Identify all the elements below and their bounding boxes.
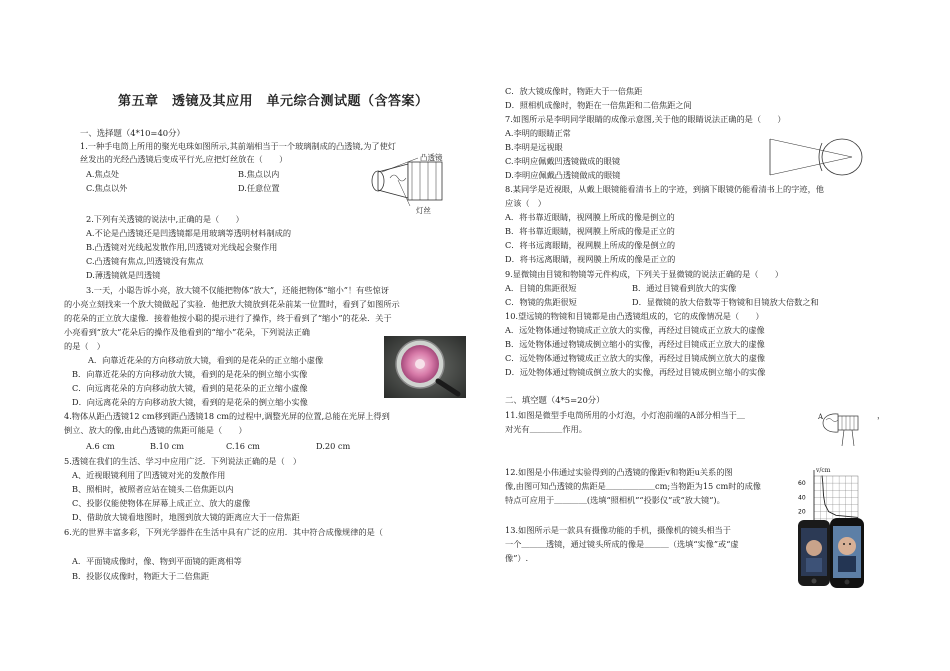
q1-stem-line1: 1.一种手电筒上所用的聚光电珠如图所示,其前端相当于一个玻璃制成的凸透镜,为了使灯 — [80, 141, 396, 151]
q1-figure-filament-label: 灯丝 — [416, 206, 431, 215]
q12-line3: 特点可应用于＿＿＿＿(选填“照相机”“投影仪”或“放大镜”)。 — [505, 495, 725, 505]
q6-option-c: C．放大镜成像时，物距大于一倍焦距 — [505, 86, 643, 96]
q7-option-d: D.李明应佩戴凸透镜做成的眼镜 — [505, 170, 621, 180]
q6-option-b: B．投影仪成像时，物距大于二倍焦距 — [72, 571, 210, 581]
q1-figure-lens-label: 凸透镜 — [420, 153, 443, 162]
q11-comma: ， — [877, 410, 886, 420]
q2-option-d: D.薄透镜就是凹透镜 — [86, 270, 161, 280]
q10-option-a: A．远处物体通过物镜成正立放大的实像，再经过目镜成正立放大的虚像 — [505, 325, 765, 335]
q11-figure-label-a: A — [818, 413, 824, 421]
q6-option-a: A．平面镜成像时，像、物到平面镜的距离相等 — [72, 556, 242, 566]
q13-line2: 一个＿＿＿透镜，通过镜头所成的像是＿＿＿（选填“实像”或“虚 — [505, 539, 739, 549]
q8-option-c: C．将书远离眼睛，视网膜上所成的像是倒立的 — [505, 240, 676, 250]
q6-option-d: D．照相机成像时，物距在一倍焦距和二倍焦距之间 — [505, 100, 692, 110]
q2-stem: 2.下列有关透镜的说法中,正确的是（ ） — [86, 214, 244, 224]
q7-option-c: C.李明应佩戴凹透镜做成的眼镜 — [505, 156, 621, 166]
q9-stem: 9.显微镜由目镜和物镜等元件构成，下列关于显微镜的说法正确的是（ ） — [505, 269, 784, 279]
q12-line2: 像,由图可知凸透镜的焦距是＿＿＿＿＿＿cm;当物距为15 cm时的成像 — [505, 481, 761, 491]
q8-stem-line1: 8.某同学是近视眼，从戴上眼镜能看清书上的字迹，到摘下眼镜仍能看清书上的字迹，他 — [505, 184, 824, 194]
q5-option-c: C、投影仪能使物体在屏幕上成正立、放大的虚像 — [72, 498, 251, 508]
q1-option-a: A.焦点处 — [86, 169, 120, 179]
q4-stem-line1: 4.物体从距凸透镜12 cm移到距凸透镜18 cm的过程中,调整光屏的位置,总能在光屏上得到 — [64, 411, 390, 421]
q8-option-a: A．将书靠近眼睛，视网膜上所成的像是倒立的 — [505, 212, 675, 222]
q1-option-b: B.焦点以内 — [238, 169, 280, 179]
q4-stem-line2: 倒立、放大的像,由此凸透镜的焦距可能是（ ） — [64, 425, 247, 435]
section-heading-choice: 一、选择题（4*10=40分） — [80, 128, 185, 138]
q10-stem: 10.望远镜的物镜和目镜都是由凸透镜组成的，它的成像情况是（ ） — [505, 311, 764, 321]
q10-option-b: B．远处物体通过物镜成倒立缩小的实像，再经过目镜成正立放大的虚像 — [505, 339, 765, 349]
eye-diagram — [766, 135, 866, 179]
q13-line1: 13.如图所示是一款具有摄像功能的手机，摄像机的镜头相当于 — [505, 525, 731, 535]
q8-option-d: D．将书远离眼睛，视网膜上所成的像是正立的 — [505, 254, 676, 264]
chart-y-ticks — [798, 480, 806, 516]
q7-stem: 7.如图所示是李明同学眼睛的成像示意图,关于他的眼睛说法正确的是（ ） — [505, 114, 786, 124]
q4-option-a: A.6 cm — [86, 441, 115, 451]
chart-y-tick-label: 60 — [798, 480, 806, 488]
q5-stem: 5.透镜在我们的生活、学习中应用广泛．下列说法正确的是（ ） — [64, 456, 302, 466]
q13-line3: 像”）. — [505, 553, 529, 563]
q8-stem-line2: 应该（ ） — [505, 198, 546, 208]
q3-stem-line3: 的花朵的正立放大虚像．接着他按小聪的提示进行了操作，终于看到了“缩小”的花朵．关于 — [64, 313, 392, 323]
q3-option-a: A．向靠近花朵的方向移动放大镜，看到的是花朵的正立缩小虚像 — [88, 355, 324, 365]
q9-option-b: B．通过目镜看到放大的实像 — [632, 283, 737, 293]
q9-option-d: D．显微镜的放大倍数等于物镜和目镜放大倍数之和 — [632, 297, 819, 307]
q3-option-d: D．向远离花朵的方向移动放大镜，看到的是花朵的倒立缩小实像 — [72, 397, 308, 407]
q3-stem-line1: 3.一天，小聪告诉小亮，放大镜不仅能把物体“放大”，还能把物体“缩小”！有些惊讶 — [86, 285, 389, 295]
q10-option-d: D．远处物体通过物镜成倒立放大的实像，再经过目镜成倒立缩小的实像 — [505, 367, 766, 377]
q2-option-b: B.凸透镜对光线起发散作用,凹透镜对光线起会聚作用 — [86, 242, 278, 252]
q1-option-d: D.任意位置 — [238, 183, 280, 193]
q3-stem-line2: 的小亮立刻找来一个放大镜做起了实验．他把放大镜放到花朵前某一位置时，看到了如图所示 — [64, 299, 400, 309]
section-heading-fill: 二、填空题（4*5=20分） — [505, 395, 605, 405]
q1-option-c: C.焦点以外 — [86, 183, 128, 193]
q9-option-a: A．目镜的焦距很短 — [505, 283, 577, 293]
q10-option-c: C．远处物体通过物镜成正立放大的实像，再经过目镜成倒立放大的虚像 — [505, 353, 766, 363]
q4-option-b: B.10 cm — [150, 441, 184, 451]
q3-stem-line5: 的是（ ） — [64, 341, 105, 351]
q5-option-d: D、借助放大镜看地图时，地图到放大镜的距离应大于一倍焦距 — [72, 512, 300, 522]
q8-option-b: B．将书靠近眼睛，视网膜上所成的像是正立的 — [505, 226, 675, 236]
chart-series-line — [822, 476, 858, 517]
q5-option-a: A、近视眼镜利用了凹透镜对光的发散作用 — [72, 470, 226, 480]
q11-line1: 11.如图是微型手电筒所用的小灯泡，小灯泡前端的A部分相当于＿ — [505, 410, 745, 420]
q7-option-b: B.李明是远视眼 — [505, 142, 563, 152]
q9-option-c: C．物镜的焦距很短 — [505, 297, 577, 307]
q12-line1: 12.如图是小伟通过实验得到的凸透镜的像距v和物距u关系的图 — [505, 467, 733, 477]
q6-stem: 6.光的世界丰富多彩，下列光学器件在生活中具有广泛的应用．其中符合成像规律的是（ — [64, 527, 383, 537]
q4-option-c: C.16 cm — [226, 441, 260, 451]
q4-option-d: D.20 cm — [316, 441, 351, 451]
magnifier-flower-photo — [384, 336, 466, 398]
q2-option-c: C.凸透镜有焦点,凹透镜没有焦点 — [86, 256, 204, 266]
q5-option-b: B、照相时，被照者应站在镜头二倍焦距以内 — [72, 484, 234, 494]
chart-y-tick-label: 40 — [798, 494, 806, 502]
q2-option-a: A.不论是凸透镜还是凹透镜都是用玻璃等透明材料制成的 — [86, 228, 292, 238]
q7-option-a: A.李明的眼睛正常 — [505, 128, 571, 138]
q3-option-b: B．向靠近花朵的方向移动放大镜，看到的是花朵的倒立缩小实像 — [72, 369, 308, 379]
bulb-lens-figure — [368, 150, 458, 216]
chart-y-tick-label: 20 — [798, 508, 806, 516]
q3-option-c: C．向远离花朵的方向移动放大镜，看到的是花朵的正立缩小虚像 — [72, 383, 308, 393]
page-title: 第五章 透镜及其应用 单元综合测试题（含答案） — [118, 94, 429, 109]
q3-stem-line4: 小亮看到“放大”花朵后的操作及他看到的“缩小”花朵，下列说法正确 — [64, 327, 310, 337]
chart-y-label: v/cm — [816, 467, 831, 474]
camera-phones-photo — [796, 516, 866, 590]
q1-stem-line2: 丝发出的光经凸透镜后变成平行光,应把灯丝放在（ ） — [80, 154, 288, 164]
q11-line2: 对光有＿＿＿＿作用。 — [505, 424, 587, 434]
